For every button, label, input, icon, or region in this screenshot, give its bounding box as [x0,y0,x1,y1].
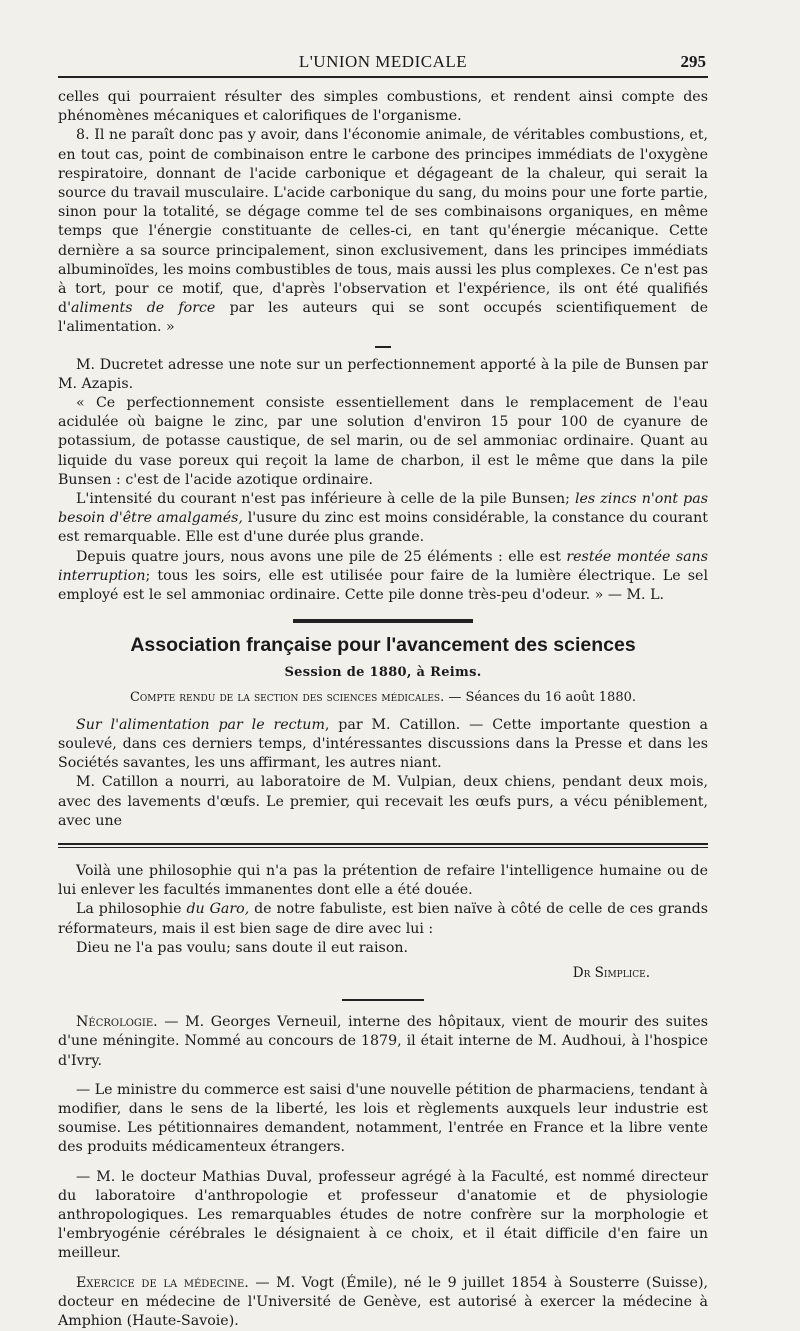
ducretet-duration-italic: restée montée sans interruption [58,548,708,584]
catillon-intro [58,716,708,774]
catillon-title: Sur l'alimentation par le rectum [76,716,325,733]
ducretet-intensity [58,490,708,548]
ministre-news: — Le ministre du commerce est saisi d'une nouvelle pétition de pharmaciens, tendant à modifier, dans le sens de la liberté, les lois et règlements auxquels leur industrie est soumise. Les pétitionnaires demandent, notamment, l'entrée en France et la libre vente des produits médicamenteux étrangers. [58,1081,708,1156]
catillon-experiment: M. Catillon a nourri, au laboratoire de M. Vulpian, deux chiens, pendant deux mois, avec des lavements d'œufs. Le premier, qui recevait les œufs purs, a vécu péniblement, avec une [58,774,708,829]
news-rule [342,999,424,1001]
necrology [58,1013,708,1071]
ducretet-intensity-b: l'usure du zinc est moins considérable, la constance du courant est remarquable. Elle est d'une durée plus grande. [58,510,708,546]
exercice-text: — M. Vogt (Émile), né le 9 juillet 1854 à Sousterre (Suisse), docteur en médecine de l'Université de Genève, est autorisé à exercer la médecine à Amphion (Haute-Savoie). [58,1274,708,1329]
separator-dash [375,346,391,348]
article-catillon [58,716,708,831]
ducretet-duration-b: ; tous les soirs, elle est utilisée pour faire de la lumière électrique. Le sel employé est le sel ammoniac ordinaire. Cette pile donne très-peu d'odeur. » — M. L. [58,567,708,604]
paragraph-carryover: celles qui pourraient résulter des simples combustions, et rendent ainsi compte des phénomènes mécaniques et calorifiques de l'organisme. [58,89,708,125]
feuilleton [58,862,708,983]
article-ducretet [58,356,708,606]
duval-news: — M. le docteur Mathias Duval, professeur agrégé à la Faculté, est nommé directeur du laboratoire d'anthropologie et professeur d'anatomie et de physiologie anthropologiques. Les remarquables études de notre confrère sur la morphologie et l'embryogénie cérébrales le désignaient à ce choix, et il était difficile d'en faire un meilleur. [58,1168,708,1262]
article-physiology [58,88,708,338]
ducretet-duration [58,548,708,606]
paragraph-8 [58,126,708,337]
compte-rendu-label: Compte rendu de la section des sciences médicales. [129,690,445,706]
philosophy-1: Voilà une philosophie qui n'a pas la prétention de refaire l'intelligence humaine ou de lui enlever les facultés immanentes dont elle a été douée. [58,862,708,899]
feuilleton-rule [58,843,708,848]
philosophy-2 [58,900,708,938]
section-title: Association française pour l'avancement des sciences [130,634,636,657]
exercice-label: Exercice de la médecine. [76,1274,249,1291]
philosophy-quote: Dieu ne l'a pas voulu; sans doute il eut raison. [76,939,409,956]
philosophy-2-b: de notre fabuliste, est bien naïve à côté de celle de ces grands réformateurs, mais il est bien sage de dire avec lui : [58,901,708,937]
news-section [58,1013,708,1331]
necrology-label: Nécrologie. [76,1014,158,1031]
exercice-news [58,1274,708,1331]
session-heading: Session de 1880, à Reims. [284,665,482,681]
philosophy-2-a: La philosophie [76,901,187,918]
compte-rendu-date: — Séances du 16 août 1880. [444,690,637,706]
ducretet-duration-a: Depuis quatre jours, nous avons une pile de 25 éléments : elle est [76,548,567,565]
section-rule [293,619,473,623]
running-head [58,50,708,78]
catillon-intro-text: , par M. Catillon. — Cette importante question a soulevé, dans ces derniers temps, d'intéressantes discussions dans la Presse et dans les Sociétés savantes, les uns affirmant, les autres niant. [58,716,708,772]
philosophy-2-italic: du Garo, [186,901,250,918]
signature: Dr Simplice. [572,964,650,981]
ducretet-intro: M. Ducretet adresse une note sur un perfectionnement apporté à la pile de Bunsen par M. Azapis. [58,356,708,392]
page-number: 295 [680,52,706,71]
paragraph-8-end: par les auteurs qui se sont occupés scientifiquement de l'alimentation. » [58,300,708,336]
ducretet-intensity-italic: les zincs n'ont pas besoin d'être amalgamés, [58,491,708,527]
journal-title: L'UNION MEDICALE [298,52,468,71]
ducretet-quote: « Ce perfectionnement consiste essentiellement dans le remplacement de l'eau acidulée où baigne le zinc, par une solution d'environ 15 pour 100 de cyanure de potassium, de potasse caustique, de sel marin, ou de sel ammoniac ordinaire. Quant au liquide du vase poreux qui reçoit la lame de charbon, il est le même que dans la pile Bunsen : c'est de l'acide azotique ordinaire. [58,395,708,488]
necrology-text: — M. Georges Verneuil, interne des hôpitaux, vient de mourir des suites d'une méningite. Nommé au concours de 1879, il était interne de M. Audhoui, à l'hospice d'Ivry. [58,1014,708,1069]
paragraph-8-text: 8. Il ne paraît donc pas y avoir, dans l'économie animale, de véritables combustions, et, en tout cas, point de combinaison entre le carbone des principes immédiats de l'oxygène respiratoire, donnant de l'acide carbonique et dégageant de la chaleur, qui serait la source du travail musculaire. L'acide carbonique du sang, du moins pour une forte partie, sinon pour la totalité, se dégage comme tel de ses combinaisons organiques, en même temps que l'énergie constituante de celles-ci, en tant qu'énergie mécanique. Cette dernière a sa source principalement, sinon exclusivement, dans les principes immédiats albuminoïdes, les moins combustibles de tous, mais aussi les plus complexes. Ce n'est pas à tort, pour ce motif, que, d'après l'observation et l'expérience, ils ont été qualifiés d' [58,127,708,317]
paragraph-8-italic: aliments de force [70,300,216,317]
document-page [58,50,708,1331]
ducretet-intensity-a: L'intensité du courant n'est pas inférieure à celle de la pile Bunsen; [76,491,575,508]
compte-rendu-heading [58,688,708,707]
